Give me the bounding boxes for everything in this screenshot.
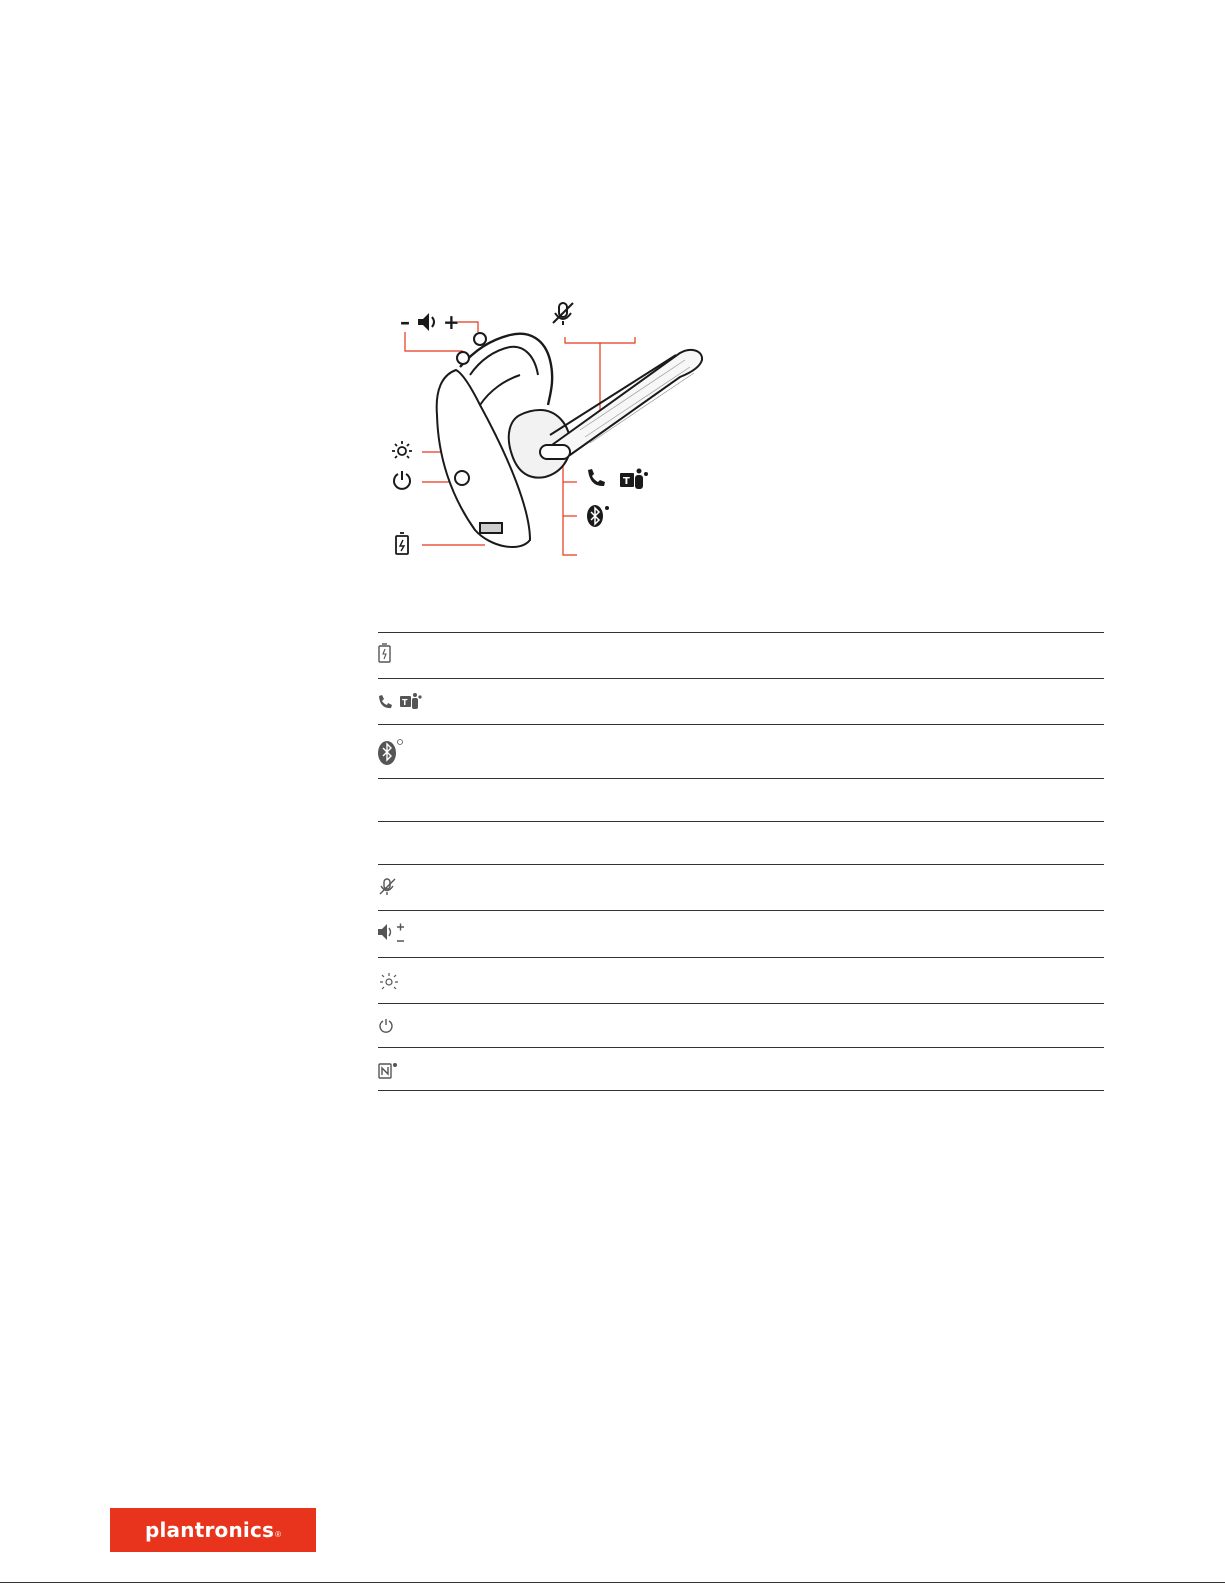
mute-icon	[378, 877, 396, 897]
table-row	[378, 1004, 1104, 1048]
table-row	[378, 779, 1104, 822]
volume-icon	[378, 923, 406, 945]
table-row	[378, 822, 1104, 865]
controls-table	[378, 632, 1104, 1091]
svg-text:T: T	[402, 698, 408, 707]
table-row	[378, 911, 1104, 958]
bluetooth-icon	[378, 737, 406, 767]
svg-text:–: –	[400, 310, 410, 334]
page-bottom-rule	[0, 1582, 1225, 1583]
table-row	[378, 865, 1104, 911]
svg-text:+: +	[443, 310, 460, 334]
brand-name: plantronics	[144, 1518, 275, 1542]
charge-port-icon	[378, 643, 392, 663]
table-row	[378, 679, 1104, 725]
table-row	[378, 1048, 1104, 1091]
headset-diagram	[380, 295, 720, 570]
table-row	[378, 633, 1104, 679]
call-icon	[378, 695, 392, 709]
plantronics-logo	[110, 1508, 316, 1552]
registered-mark: ®	[275, 1529, 282, 1539]
nfc-icon	[378, 1061, 398, 1079]
teams-icon	[400, 693, 422, 711]
table-row	[378, 725, 1104, 779]
svg-text:T: T	[623, 476, 630, 487]
led-icon	[378, 972, 400, 992]
power-icon	[378, 1018, 394, 1034]
table-row	[378, 958, 1104, 1004]
